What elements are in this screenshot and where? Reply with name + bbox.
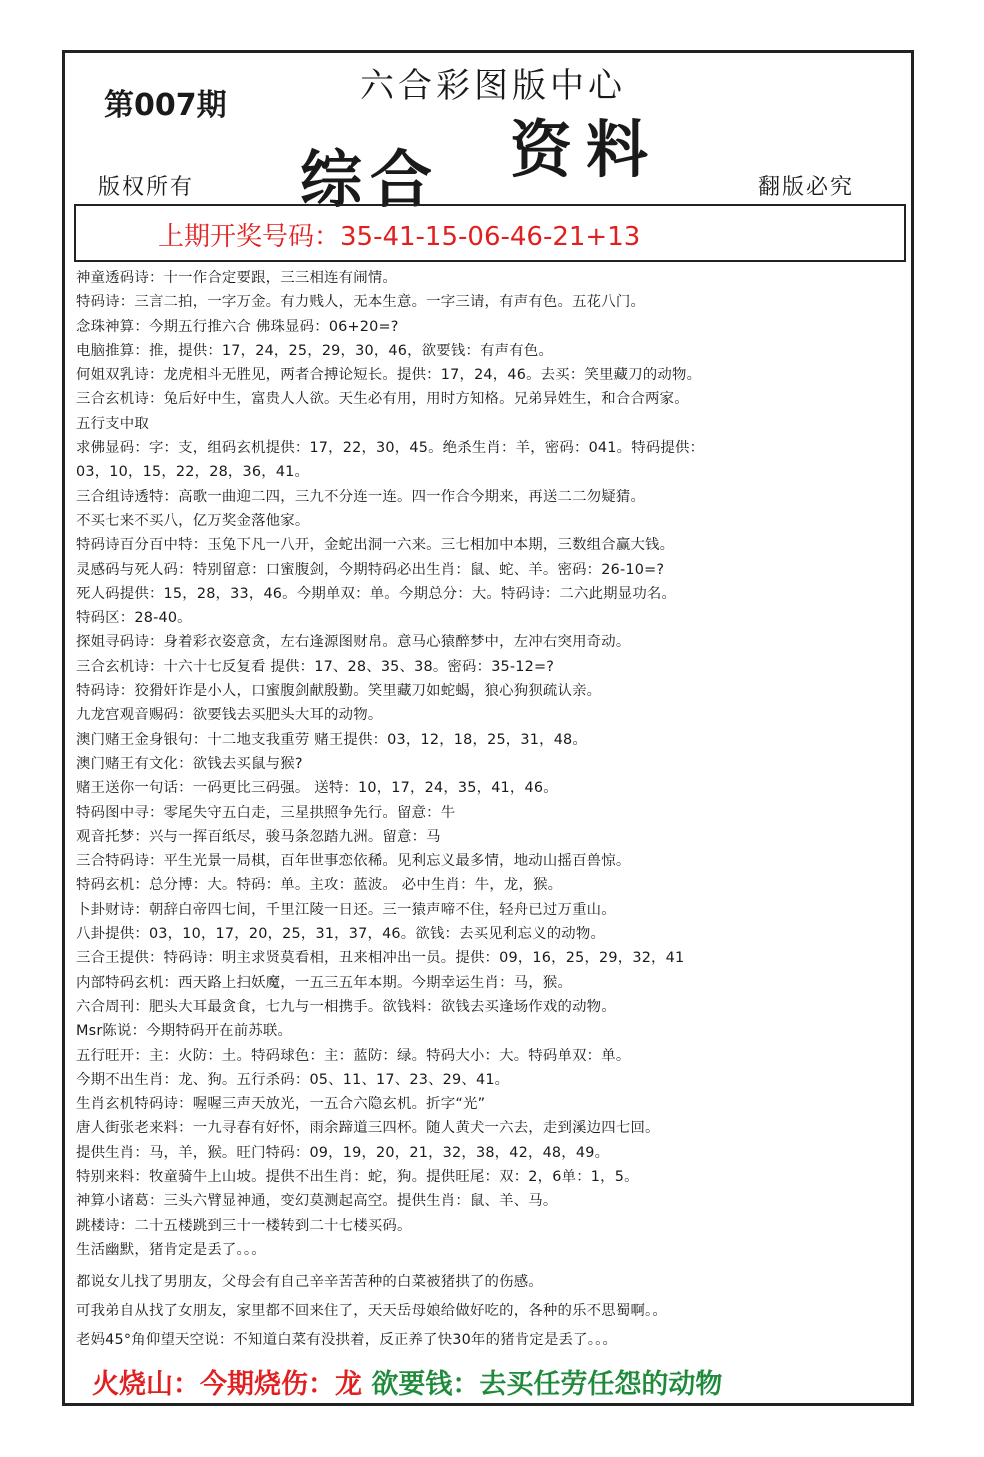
content-line: 电脑推算：推，提供：17，24，25，29，30，46，欲要钱：有声有色。 (76, 342, 554, 359)
content-line: 三合玄机诗：十六十七反复看 提供：17、28、35、38。密码：35-12=? (76, 658, 555, 675)
content-line: Msr陈说：今期特码开在前苏联。 (76, 1023, 293, 1040)
content-line: 今期不出生肖：龙、狗。五行杀码：05、11、17、23、29、41。 (76, 1071, 510, 1088)
content-line: 03，10，15，22，28，36，41。 (76, 464, 310, 481)
content-line: 特码区：28-40。 (76, 610, 192, 627)
last-result-box (74, 204, 906, 262)
footer-zodiac: 龙 (335, 1369, 362, 1400)
content-line: 不买七来不买八，亿万奖金落他家。 (76, 512, 310, 529)
content-line: 跳楼诗：二十五楼跳到三十一楼转到二十七楼买码。 (76, 1217, 412, 1234)
content-line: 六合周刊：肥头大耳最贪食，七九与一相携手。欲钱料：欲钱去买逢场作戏的动物。 (76, 998, 616, 1015)
content-line: 生活幽默，猪肯定是丢了。。。 (76, 1241, 266, 1258)
content-line: 卜卦财诗：朝辞白帝四七间，千里江陵一日还。三一猿声啼不住，轻舟已过万重山。 (76, 901, 616, 918)
main-title-part-2: 资料 (510, 113, 663, 186)
content-line: 特码诗百分百中特：玉兔下凡一八开，金蛇出洞一六来。三七相加中本期，三数组合赢大钱。 (76, 537, 675, 554)
content-line: 特别来料：牧童骑牛上山坡。提供不出生肖：蛇，狗。提供旺尾：双：2，6单：1，5。 (76, 1168, 639, 1185)
content-line: 何姐双乳诗：龙虎相斗无胜见，两者合搏论短长。提供：17，24，46。去买：笑里藏刀的动物。 (76, 367, 702, 384)
content-line: 三合玄机诗：兔后好中生，富贵人人欲。天生必有用，用时方知格。兄弟异姓生，和合合两家。 (76, 391, 689, 408)
content-line: 九龙宫观音赐码：欲要钱去买肥头大耳的动物。 (76, 707, 383, 724)
main-title-part-1: 综合 (300, 143, 441, 216)
story-line: 都说女儿找了男朋友，父母会有自己辛辛苦苦种的白菜被猪拱了的伤感。 (76, 1274, 543, 1290)
content-line: 死人码提供：15，28，33，46。今期单双：单。今期总分：大。特码诗：二六此期显功名。 (76, 585, 677, 602)
content-lines (76, 266, 906, 1262)
last-result-text: 上期开奖号码：35-41-15-06-46-21+13 (158, 222, 641, 252)
content-line: 生肖玄机特码诗：喔喔三声天放光，一五合六隐玄机。折字“光” (76, 1096, 486, 1113)
content-line: 三合王提供：特码诗：明主求贤莫看相，丑来相冲出一员。提供：09，16，25，29，32，41 (76, 950, 685, 967)
footer-part-3: 欲要钱：去买任劳任怨的动物 (371, 1369, 723, 1400)
footer-part-1: 火烧山：今期烧伤： (92, 1369, 335, 1400)
story-paragraph (76, 1268, 906, 1355)
content-line: 探姐寻码诗：身着彩衣姿意贪，左右逢源图财帛。意马心猿醉梦中，左冲右突用奇动。 (76, 634, 631, 651)
content-line: 五行支中取 (76, 415, 149, 432)
footer-banner (92, 1362, 722, 1401)
content-line: 三合组诗透特：高歌一曲迎二四，三九不分连一连。四一作合今期来，再送二二勿疑猜。 (76, 488, 646, 505)
content-line: 赌王送你一句话：一码更比三码强。 送特：10，17，24，35，41，46。 (76, 780, 558, 797)
content-line: 三合特码诗：平生光景一局棋，百年世事恋依稀。见利忘义最多情，地动山摇百兽惊。 (76, 853, 631, 870)
content-line: 五行旺开：主：火防：土。特码球色：主：蓝防：绿。特码大小：大。特码单双：单。 (76, 1047, 631, 1064)
story-line: 可我弟自从找了女朋友，家里都不回来住了，天天岳母娘给做好吃的，各种的乐不思蜀啊。。 (76, 1303, 668, 1319)
content-line: 念珠神算：今期五行推六合 佛珠显码：06+20=? (76, 318, 399, 335)
content-line: 八卦提供：03，10，17，20，25，31，37，46。欲钱：去买见利忘义的动物。 (76, 926, 606, 943)
content-line: 特码诗：三言二拍，一字万金。有力贱人，无本生意。一字三请，有声有色。五花八门。 (76, 294, 646, 311)
content-line: 特码诗：狡猾奸诈是小人，口蜜腹剑献殷勤。笑里藏刀如蛇蝎，狼心狗狈疏认亲。 (76, 683, 602, 700)
content-line: 澳门赌王有文化：欲钱去买鼠与猴? (76, 755, 303, 772)
content-line: 观音托梦：兴与一挥百纸尽，骏马条忽踏九洲。留意：马 (76, 828, 441, 845)
content-line: 神算小诸葛：三头六臂显神通，变幻莫测起高空。提供生肖：鼠、羊、马。 (76, 1193, 558, 1210)
content-line: 特码图中寻：零尾失守五白走，三星拱照争先行。留意：牛 (76, 804, 456, 821)
content-line: 特码玄机：总分博：大。特码：单。主攻：蓝波。 必中生肖：牛，龙，猴。 (76, 877, 563, 894)
content-line: 澳门赌王金身银句：十二地支我重劳 赌王提供：03，12，18，25，31，48。 (76, 731, 587, 748)
center-title: 六合彩图版中心 (360, 66, 626, 106)
story-line: 老妈45°角仰望天空说：不知道白菜有没拱着，反正养了快30年的猪肯定是丢了。。。 (76, 1332, 618, 1348)
piracy-warning-tag: 翻版必究 (758, 175, 855, 200)
content-line: 唐人街张老来料：一九寻春有好怀，雨余蹄道三四杯。随人黄犬一六去，走到溪边四七回。 (76, 1120, 660, 1137)
content-line: 提供生肖：马，羊，猴。旺门特码：09，19，20，21，32，38，42，48，49。 (76, 1144, 610, 1161)
content-line: 求佛显码：字：支，组码玄机提供：17，22，30，45。绝杀生肖：羊，密码：041。特码提供： (76, 440, 705, 457)
content-line: 灵感码与死人码：特别留意：口蜜腹剑，今期特码必出生肖：鼠、蛇、羊。密码：26-10=? (76, 561, 665, 578)
copyright-tag: 版权所有 (98, 175, 195, 200)
issue-number: 第007期 (104, 88, 227, 123)
content-line: 神童透码诗：十一作合定要跟，三三相连有闹情。 (76, 270, 397, 286)
content-line: 内部特码玄机：西天路上扫妖魔，一五三五年本期。今期幸运生肖：马，猴。 (76, 974, 573, 991)
